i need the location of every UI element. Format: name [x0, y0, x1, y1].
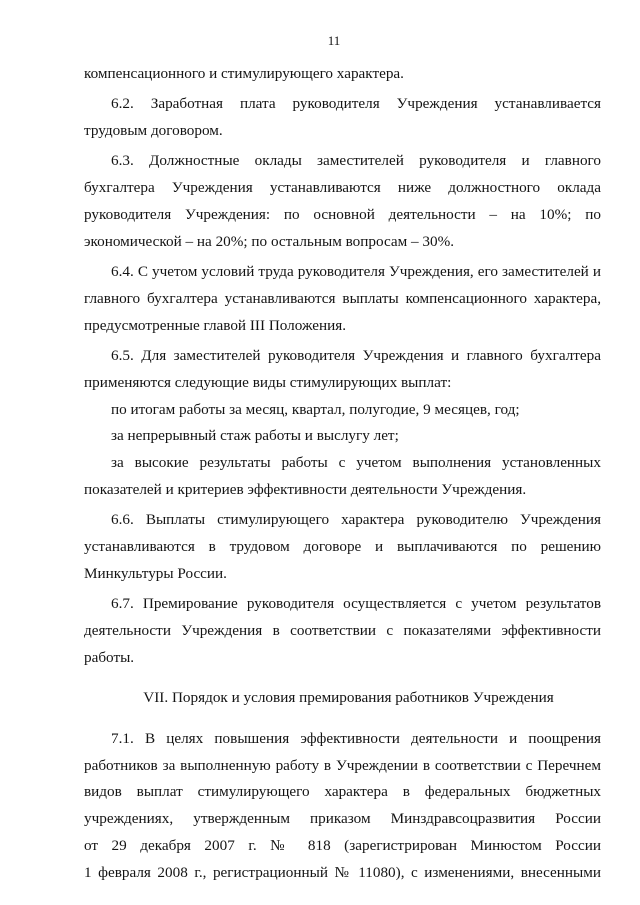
- text-line: экономической – на 20%; по остальным вопросам – 30%.: [84, 232, 455, 250]
- text-line: работы.: [84, 648, 135, 666]
- text-line: главного бухгалтера устанавливаются выплаты компенсационного характера,: [84, 289, 601, 307]
- text-line: учреждениях, утвержденным приказом Минздравсоцразвития России: [84, 810, 601, 828]
- text-line: за высокие результаты работы с учетом выполнения установленных: [111, 454, 601, 472]
- paragraph-p0: [84, 61, 601, 88]
- section-heading: VII. Порядок и условия премирования работников Учреждения: [143, 689, 554, 707]
- document-body: [84, 61, 601, 887]
- text-line: видов выплат стимулирующего характера в федеральных бюджетных: [84, 783, 601, 801]
- text-line: применяются следующие виды стимулирующих выплат:: [84, 373, 452, 391]
- text-line: бухгалтера Учреждения устанавливаются ниже должностного оклада: [84, 179, 601, 197]
- text-line: 6.6. Выплаты стимулирующего характера руководителю Учреждения: [111, 511, 601, 529]
- text-line: деятельности Учреждения в соответствии с показателями эффективности: [84, 621, 601, 639]
- paragraph-p2: [84, 148, 601, 255]
- text-line: руководителя Учреждения: по основной деятельности – на 10%; по: [84, 205, 601, 223]
- text-line: 6.5. Для заместителей руководителя Учреждения и главного бухгалтера: [111, 346, 601, 364]
- text-line: 6.4. С учетом условий труда руководителя Учреждения, его заместителей и: [111, 263, 601, 281]
- paragraph-p3: [84, 259, 601, 339]
- text-line: за непрерывный стаж работы и выслугу лет;: [111, 427, 399, 445]
- text-line: предусмотренные главой III Положения.: [84, 316, 347, 334]
- paragraph-p1: [84, 91, 601, 145]
- text-line: по итогам работы за месяц, квартал, полугодие, 9 месяцев, год;: [111, 400, 520, 418]
- page-number: 11: [327, 33, 341, 48]
- text-line: от 29 декабря 2007 г. № 818 (зарегистрирован Минюстом России: [84, 837, 601, 855]
- text-line: устанавливаются в трудовом договоре и выплачиваются по решению: [84, 538, 601, 556]
- text-line: 6.3. Должностные оклады заместителей руководителя и главного: [111, 152, 601, 170]
- heading-spacer: [84, 712, 601, 726]
- text-line: 6.2. Заработная плата руководителя Учреждения устанавливается: [111, 95, 601, 113]
- text-line: показателей и критериев эффективности деятельности Учреждения.: [84, 480, 527, 498]
- text-line: работников за выполненную работу в Учреждении в соответствии с Перечнем: [84, 756, 601, 774]
- text-line: Минкультуры России.: [84, 564, 227, 582]
- paragraph-p4: [84, 343, 601, 504]
- text-line: 6.7. Премирование руководителя осуществляется с учетом результатов: [111, 595, 601, 613]
- text-line: компенсационного и стимулирующего характера.: [84, 65, 404, 82]
- text-line: 1 февраля 2008 г., регистрационный № 11080), с изменениями, внесенными: [84, 863, 601, 881]
- text-line: трудовым договором.: [84, 122, 223, 140]
- paragraph-p5: [84, 507, 601, 587]
- text-line: 7.1. В целях повышения эффективности деятельности и поощрения: [111, 729, 601, 747]
- heading-spacer: [84, 675, 601, 685]
- paragraph-7-1: [84, 726, 601, 887]
- paragraph-p6: [84, 591, 601, 671]
